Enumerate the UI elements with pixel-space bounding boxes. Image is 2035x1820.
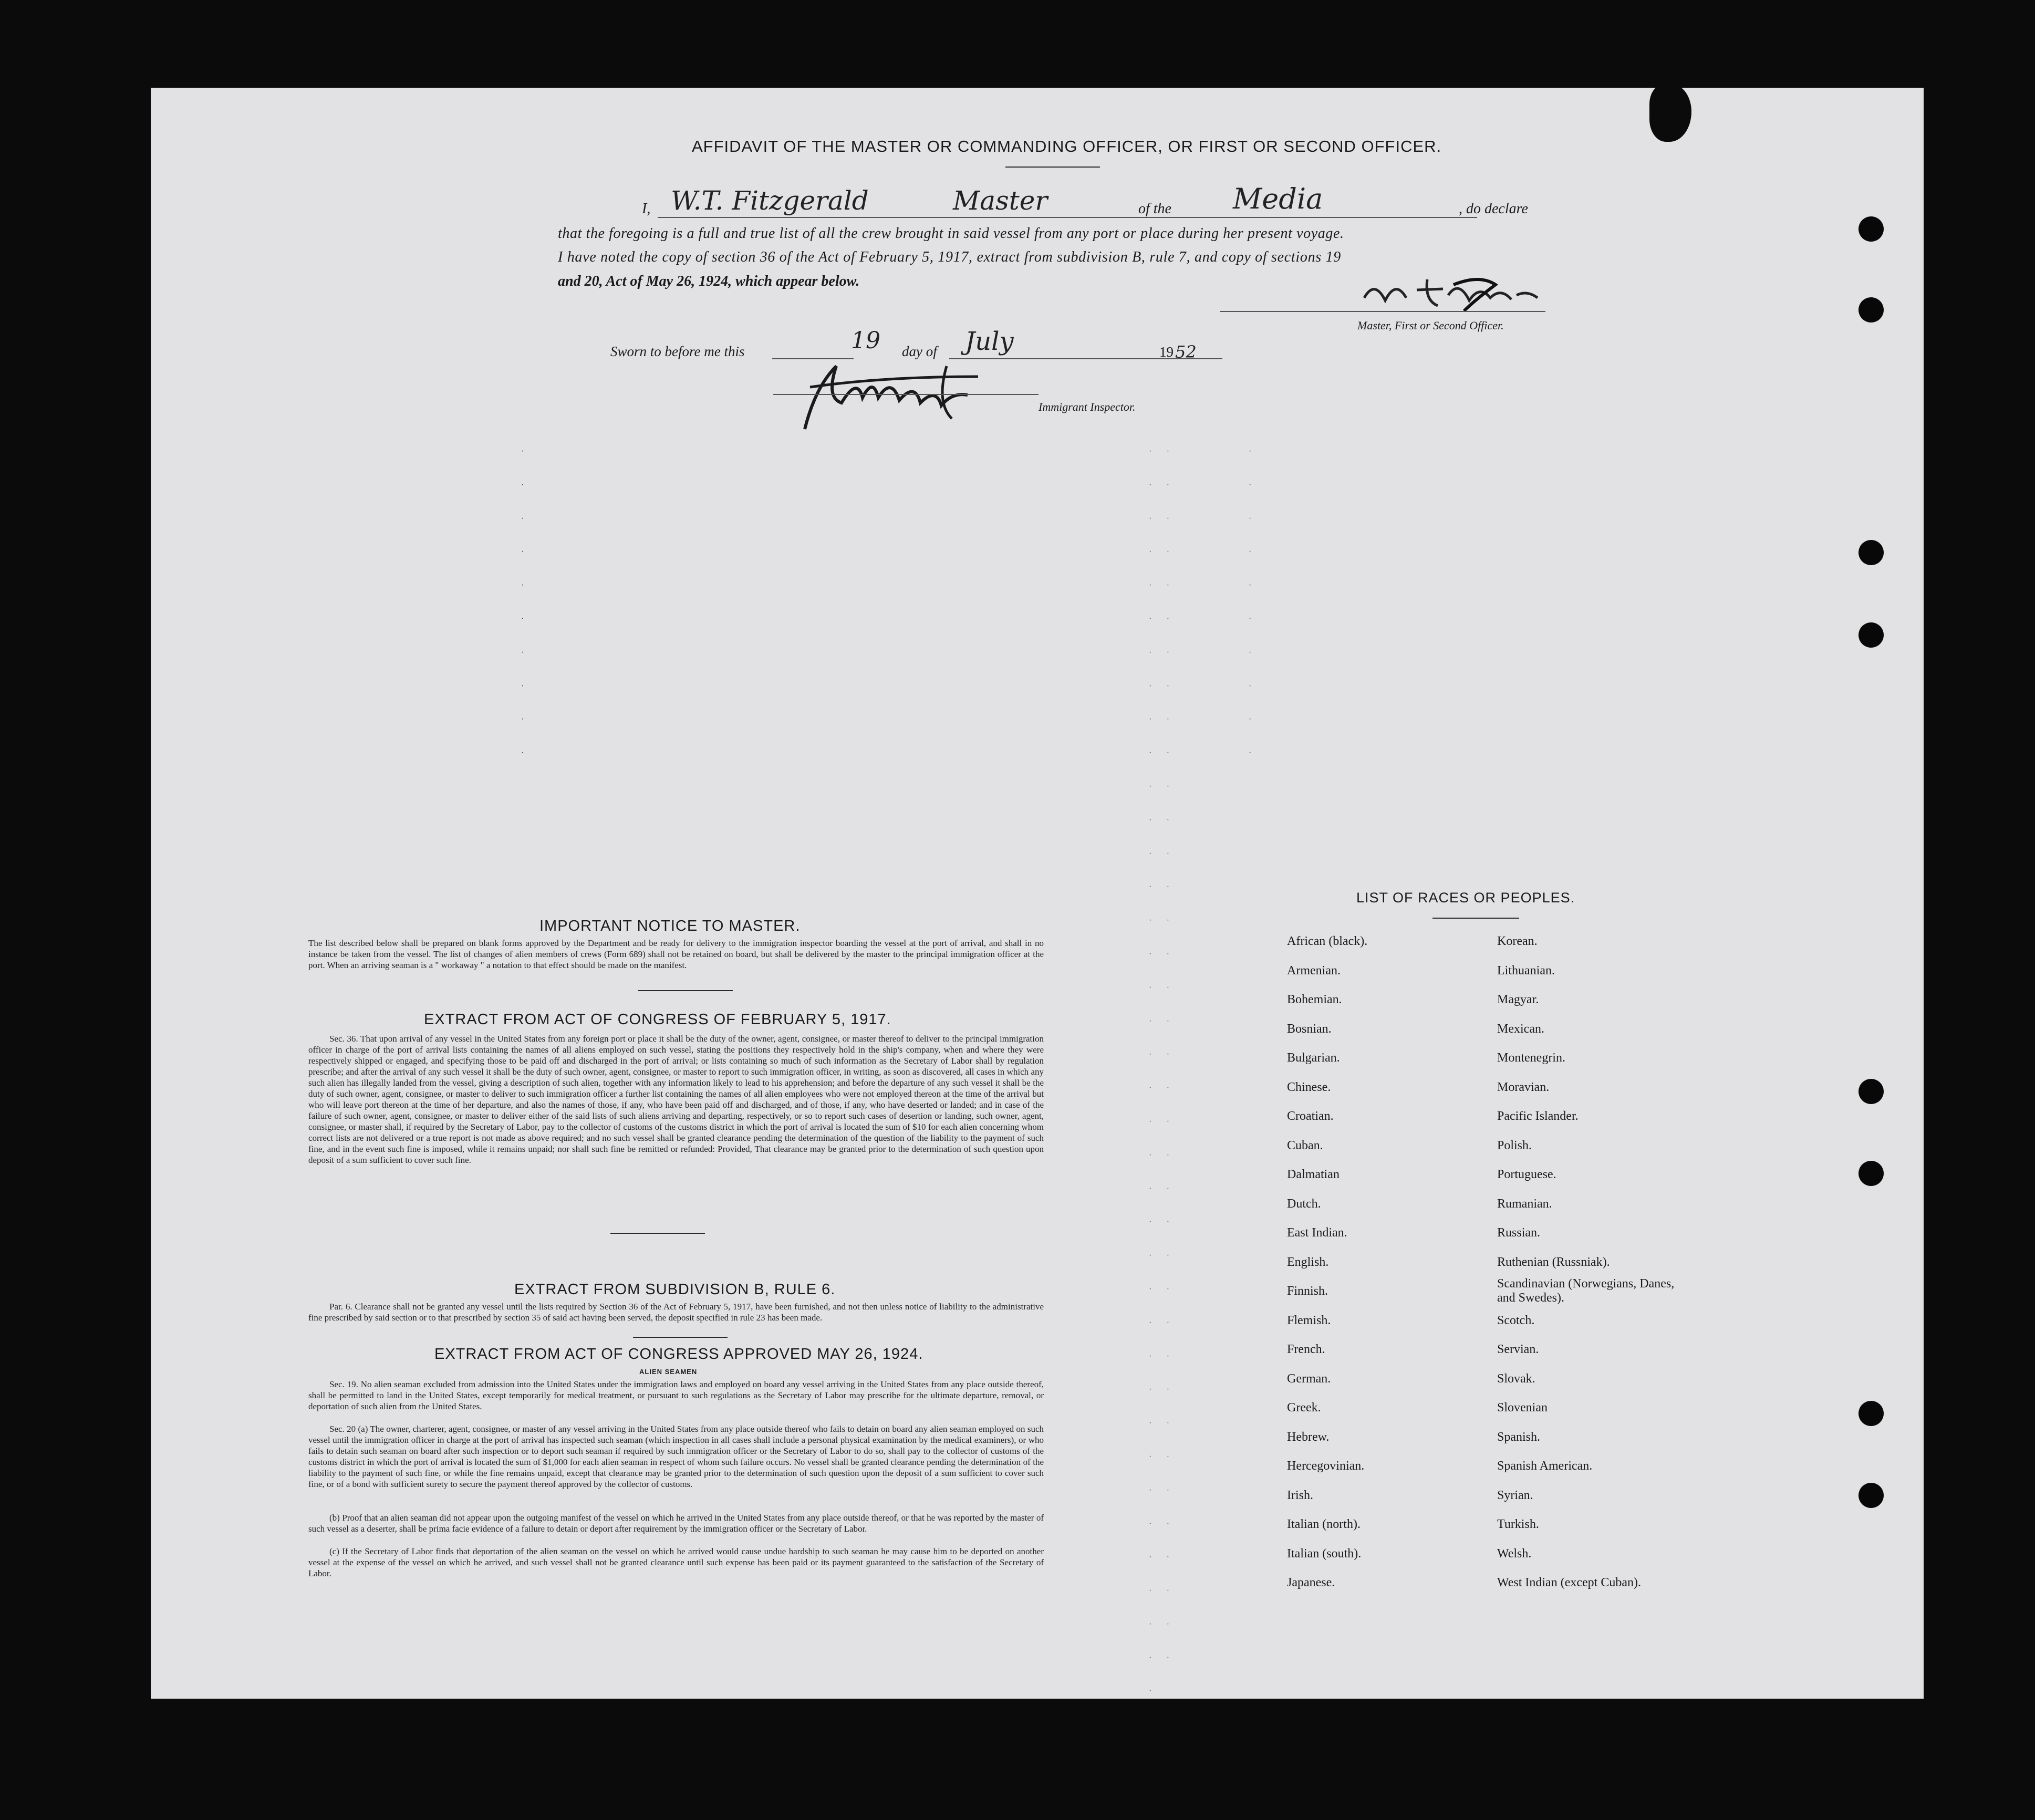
races-title-underline xyxy=(1432,918,1519,919)
race-item: Finnish. xyxy=(1287,1284,1328,1298)
race-item: Montenegrin. xyxy=(1497,1051,1565,1065)
do-declare-label: , do declare xyxy=(1459,201,1528,217)
notice-title: IMPORTANT NOTICE TO MASTER. xyxy=(539,918,801,934)
race-item: African (black). xyxy=(1287,934,1368,948)
race-item: Slovak. xyxy=(1497,1371,1535,1386)
race-item: Pacific Islander. xyxy=(1497,1109,1579,1123)
notice-divider xyxy=(638,990,733,991)
extract-1924-sec20b: (b) Proof that an alien seaman did not appear upon the outgoing manifest of the vessel on which he arrived in the United States from any place outside thereof, or that he was reported by the master of such vessel as a deserter, shall be prima facie evidence of a failure to detain or deport after requirement by the immigration officer or the Secretary of Labor. xyxy=(308,1513,1044,1534)
race-item: Dutch. xyxy=(1287,1197,1321,1211)
punch-hole-4 xyxy=(1859,622,1884,648)
day-of-label: day of xyxy=(902,344,937,359)
document-page xyxy=(151,88,1924,1699)
race-item: Turkish. xyxy=(1497,1517,1539,1531)
race-item: Hebrew. xyxy=(1287,1430,1330,1444)
race-item: Russian. xyxy=(1497,1226,1541,1240)
extract-1924-title: EXTRACT FROM ACT OF CONGRESS APPROVED MAY 26, 1924. xyxy=(434,1346,923,1363)
affidavit-line-3: I have noted the copy of section 36 of the Act of February 5, 1917, extract from subdivision B, rule 7, and copy of sections 19 xyxy=(558,249,1341,265)
race-item: Syrian. xyxy=(1497,1488,1533,1502)
races-title: LIST OF RACES OR PEOPLES. xyxy=(1356,890,1575,906)
dot-column-right: · · · · · · · · · · xyxy=(1249,446,1258,757)
extract-1917-title: EXTRACT FROM ACT OF CONGRESS OF FEBRUARY 5, 1917. xyxy=(424,1011,891,1028)
subdivision-b-body: Par. 6. Clearance shall not be granted any vessel until the lists required by Section 36 of the Act of February 5, 1917, have been furnished, and not then unless notice of liability to the administrative fine prescribed by said section or to that prescribed by section 35 of said act having been served, the deposit specified in rule 23 has been made. xyxy=(308,1302,1044,1323)
race-item: Polish. xyxy=(1497,1138,1532,1152)
race-item: Chinese. xyxy=(1287,1080,1331,1094)
year-handwritten: 52 xyxy=(1175,342,1197,362)
race-item: Hercegovinian. xyxy=(1287,1459,1365,1473)
extract-1924-sec19: Sec. 19. No alien seaman excluded from admission into the United States under the immigration laws and employed on board any vessel arriving in the United States from any place outside thereof, shall be permitted to land in the United States, except temporarily for medical treatment, or pursuant to such regulations as the Secretary of Labor may prescribe for the ultimate departure, removal, or deportation of such alien from the United States. xyxy=(308,1379,1044,1411)
affidavit-line-4: and 20, Act of May 26, 1924, which appear below. xyxy=(558,273,860,289)
race-item: Rumanian. xyxy=(1497,1197,1552,1211)
master-signature xyxy=(1359,269,1580,316)
punch-hole-2 xyxy=(1859,297,1884,323)
i-label: I, xyxy=(642,201,651,217)
alien-seamen-subtitle: ALIEN SEAMEN xyxy=(639,1368,698,1376)
race-item: French. xyxy=(1287,1343,1325,1356)
extract-1917-divider xyxy=(610,1233,705,1234)
subdivision-b-divider xyxy=(633,1337,728,1338)
punch-hole-6 xyxy=(1859,1161,1884,1186)
master-signature-line xyxy=(1220,311,1545,312)
race-item: Slovenian xyxy=(1497,1401,1548,1415)
race-item: Scandinavian (Norwegians, Danes, and Swedes). xyxy=(1497,1277,1675,1305)
race-item: English. xyxy=(1287,1255,1329,1269)
punch-hole-5 xyxy=(1859,1079,1884,1104)
affidavit-title: AFFIDAVIT OF THE MASTER OR COMMANDING OFFICER, OR FIRST OR SECOND OFFICER. xyxy=(692,137,1442,155)
extract-1924-sec20a: Sec. 20 (a) The owner, charterer, agent, consignee, or master of any vessel arriving in the United States from any place outside thereof who fails to detain on board any alien seaman employed on such vessel until the immigration officer in charge at the port of arrival has inspected such seaman (which inspection in all cases shall include a personal physical examination by the medical examiners), or who fails to detain such seaman on board after such inspection or to deport such seaman if required by such immigration officer or the Secretary of Labor to do so, shall pay to the collector of customs of the customs district in which the port of arrival is located the sum of $1,000 for each alien seaman in respect of whom such failure occurs. No vessel shall be granted clearance pending the determination of the liability to the payment of such fine, or while the fine remains unpaid, except that clearance may be granted prior to the determination of such question upon the deposit of a sum sufficient to cover such fine, or of a bond with sufficient surety to secure the payment thereof approved by the collector of customs. xyxy=(308,1424,1044,1489)
notice-body: The list described below shall be prepared on blank forms approved by the Department and be ready for delivery to the immigration inspector boarding the vessel at the port of arrival, and shall in no instance be taken from the vessel. The list of changes of alien members of crews (Form 689) shall not be retained on board, but shall be delivered by the master to the principal immigration officer at the port. When an arriving seaman is a " workaway " a notation to that effect should be made on the manifest. xyxy=(308,938,1044,970)
subdivision-b-title: EXTRACT FROM SUBDIVISION B, RULE 6. xyxy=(514,1281,836,1298)
race-item: Servian. xyxy=(1497,1343,1539,1356)
race-item: West Indian (except Cuban). xyxy=(1497,1576,1641,1589)
race-item: Italian (north). xyxy=(1287,1517,1361,1531)
race-item: Welsh. xyxy=(1497,1546,1532,1561)
race-item: Magyar. xyxy=(1497,993,1539,1006)
race-item: Croatian. xyxy=(1287,1109,1334,1123)
inspector-signature-line xyxy=(773,394,1039,395)
race-item: Bosnian. xyxy=(1287,1022,1332,1036)
race-item: Bulgarian. xyxy=(1287,1051,1340,1065)
race-item: Armenian. xyxy=(1287,963,1341,977)
races-column-1 xyxy=(1287,927,1367,1598)
extract-1917-body: Sec. 36. That upon arrival of any vessel in the United States from any foreign port or place it shall be the duty of the owner, agent, consignee, or master thereof to deliver to the principal immigration officer in charge of the port of arrival lists containing the names of all aliens employed on such vessel, stating the positions they respectively hold in the ship's company, when and where they were respectively shipped or engaged, and specifying those to be paid off and discharged in the port of arrival; or lists containing so much of such information as the Secretary of Labor shall by regulation prescribe; and after the arrival of any such vessel it shall be the duty of such owner, agent, consignee, or master to report to such immigration officer, in writing, as soon as discovered, all cases in which any such alien has illegally landed from the vessel, giving a description of such alien, together with any information likely to lead to his apprehension; and before the departure of any such vessel it shall be the duty of such owner, agent, consignee, or master to deliver to such immigration officer a further list containing the names of all alien employees who were not employed thereon at the time of the arrival but who will leave port thereon at the time of her departure, and also the names of those, if any, who have been paid off and discharged, and of those, if any, who have deserted or landed; and in case of the failure of such owner, agent, consignee, or master to deliver either of the said lists of such aliens arriving and departing, respectively, or so to report such cases of desertion or landing, such owner, agent, consignee, or master shall, if required by the Secretary of Labor, pay to the collector of customs of the customs district in which the port of arrival is located the sum of $10 for each alien concerning whom correct lists are not delivered or a true report is not made as above required; and no such vessel shall be granted clearance pending the determination of the question of the liability to the payment of such fine, and in the event such fine is imposed, while it remains unpaid; nor shall such fine be remitted or refunded: Provided, That clearance may be granted prior to the determination of such question upon deposit of a sum sufficient to cover such fine. xyxy=(308,1034,1044,1165)
year-label: 19 xyxy=(1159,344,1174,360)
vessel-line xyxy=(1196,217,1477,218)
punch-hole-7 xyxy=(1859,1401,1884,1426)
punch-hole-3 xyxy=(1859,540,1884,565)
punch-hole-8 xyxy=(1859,1483,1884,1508)
dot-column-mid: · · · · · · · · · · · · · · · · · · · · · · · · · · · · · · · · · · · · · · · · · · · · · · · · · · · · · · · · · · · · · · · · · · · · · · · · · · · xyxy=(1149,446,1176,1696)
rank-handwritten: Master xyxy=(953,185,1048,216)
race-item: Dalmatian xyxy=(1287,1168,1340,1181)
race-item: Spanish American. xyxy=(1497,1459,1593,1473)
master-signature-caption: Master, First or Second Officer. xyxy=(1357,319,1504,332)
race-item: Scotch. xyxy=(1497,1313,1535,1327)
punch-hole-1 xyxy=(1859,216,1884,242)
affidavit-line-2: that the foregoing is a full and true list of all the crew brought in said vessel from any port or place during her present voyage. xyxy=(558,225,1344,242)
races-column-2 xyxy=(1497,927,1676,1598)
inspector-signature xyxy=(778,356,1062,434)
of-the-label: of the xyxy=(1138,201,1171,217)
sworn-label: Sworn to before me this xyxy=(610,344,745,359)
race-item: Cuban. xyxy=(1287,1138,1323,1152)
race-item: Greek. xyxy=(1287,1401,1321,1415)
dot-column-left: · · · · · · · · · · xyxy=(521,446,531,757)
race-item: Lithuanian. xyxy=(1497,963,1555,977)
race-item: East Indian. xyxy=(1287,1226,1347,1240)
extract-1924-sec20c: (c) If the Secretary of Labor finds that deportation of the alien seaman on the vessel on which he arrived would cause undue hardship to such seaman he may cause him to be deported on another vessel at the expense of the vessel on which he arrived, and such vessel shall not be granted clearance until such expense has been paid or its payment guaranteed to the satisfaction of the Secretary of Labor. xyxy=(308,1546,1044,1578)
race-item: Spanish. xyxy=(1497,1430,1541,1444)
race-item: Japanese. xyxy=(1287,1576,1335,1589)
race-item: German. xyxy=(1287,1371,1331,1386)
race-item: Mexican. xyxy=(1497,1022,1544,1036)
race-item: Moravian. xyxy=(1497,1080,1550,1094)
inspector-caption: Immigrant Inspector. xyxy=(1039,400,1136,413)
race-item: Italian (south). xyxy=(1287,1546,1362,1561)
sworn-month-handwritten: July xyxy=(965,327,1014,356)
vessel-name-handwritten: Media xyxy=(1233,182,1323,215)
race-item: Flemish. xyxy=(1287,1313,1331,1327)
race-item: Korean. xyxy=(1497,934,1538,948)
race-item: Bohemian. xyxy=(1287,993,1342,1006)
title-underline xyxy=(1005,167,1100,168)
race-item: Portuguese. xyxy=(1497,1168,1556,1181)
sworn-day-handwritten: 19 xyxy=(851,327,880,354)
race-item: Ruthenian (Russniak). xyxy=(1497,1255,1610,1269)
race-item: Irish. xyxy=(1287,1488,1313,1502)
master-name-handwritten: W.T. Fitzgerald xyxy=(671,185,869,216)
